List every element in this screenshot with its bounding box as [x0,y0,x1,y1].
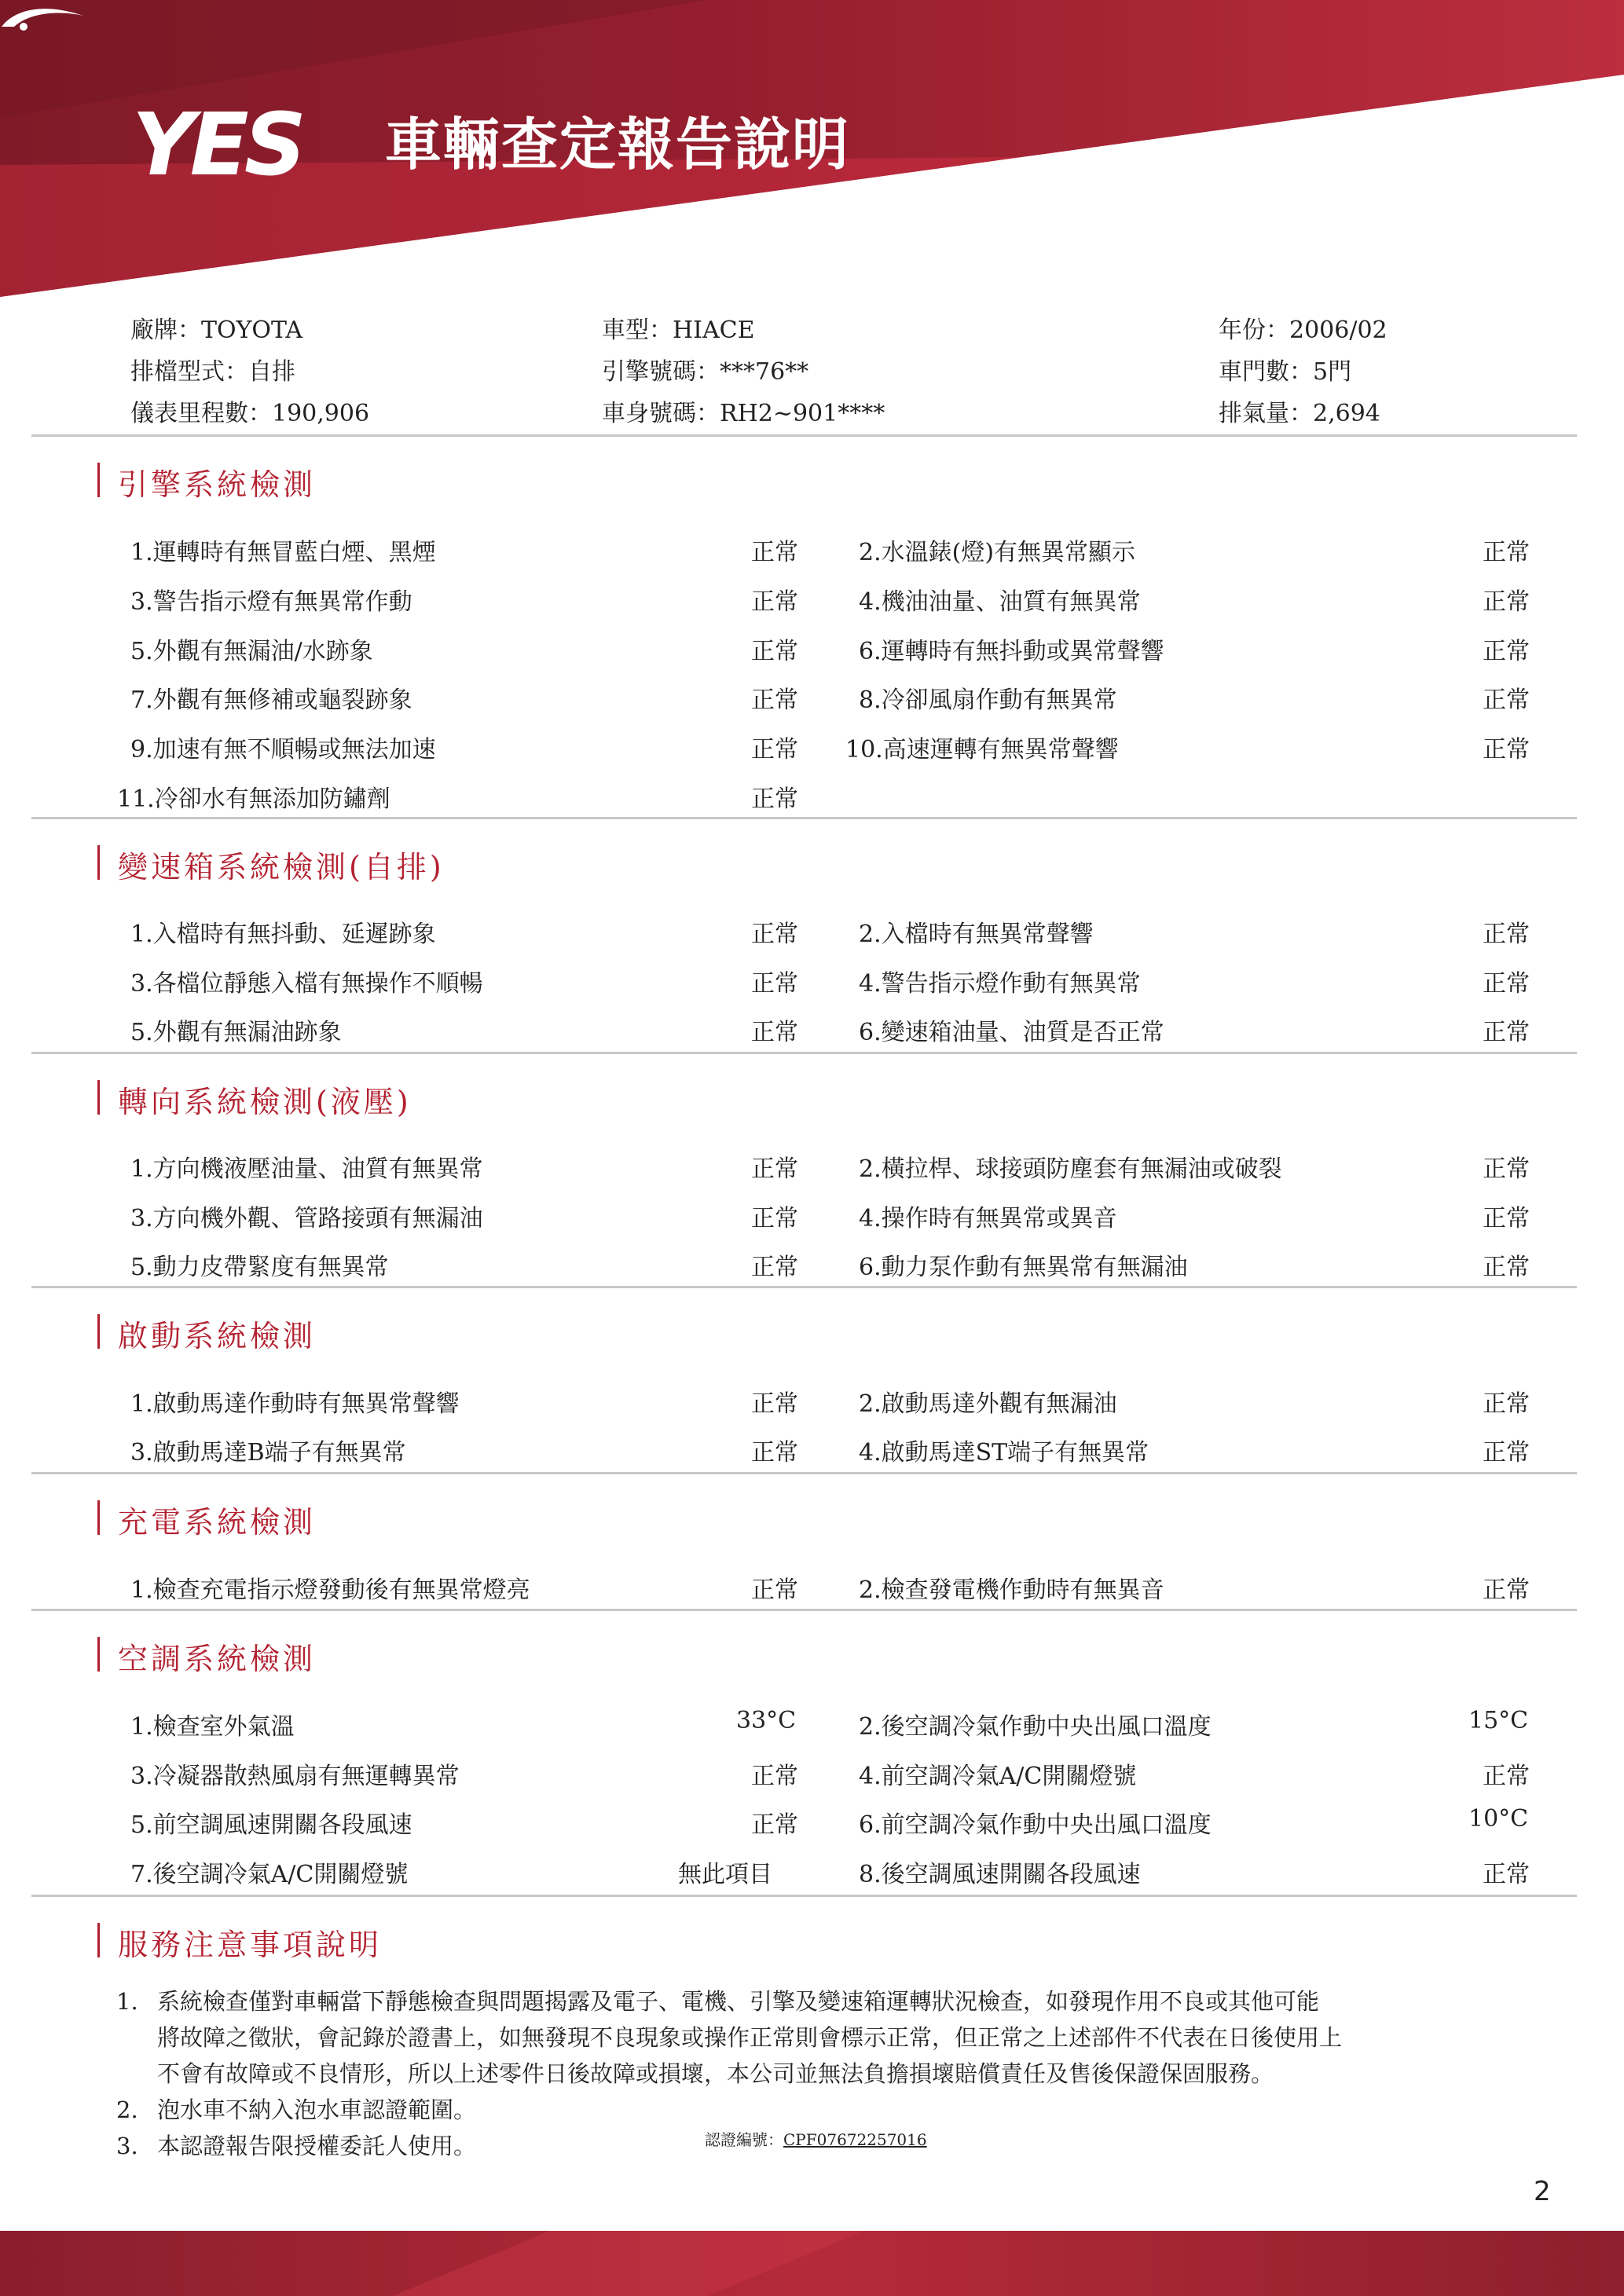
note-number: 2. [116,2096,138,2123]
section-marker [97,1080,100,1115]
vehicle-info [130,310,1584,435]
check-item-label: 8.冷卻風扇作動有無異常 [859,687,1117,714]
check-item-value: 正常 [1483,1205,1530,1232]
section-title-transmission: 變速箱系統檢測(自排) [118,850,445,884]
engine-number: 引擎號碼：***76** [602,358,809,386]
check-item-value: 正常 [751,588,798,616]
check-item-label: 2.檢查發電機作動時有無異音 [859,1576,1164,1604]
note-number: 3. [116,2133,138,2159]
check-item-value: 正常 [1483,1763,1530,1790]
check-item-label: 1.啟動馬達作動時有無異常聲響 [130,1390,460,1418]
check-item-label: 2.後空調冷氣作動中央出風口溫度 [859,1713,1212,1741]
check-item-label: 10.高速運轉有無異常聲響 [845,736,1119,764]
divider [31,1472,1577,1474]
check-item-value: 正常 [1483,1439,1530,1467]
document-title: 車輛查定報告說明 [385,112,851,178]
door-count: 車門數：5門 [1219,358,1352,386]
brand: 廠牌：TOYOTA [130,317,303,344]
check-item-value: 正常 [1483,1254,1530,1281]
note-line: 系統檢查僅對車輛當下靜態檢查與問題揭露及電子、電機、引擎及變速箱運轉狀況檢查，如發現作用不良或其他可能 [157,1988,1320,2015]
check-item-label: 3.啟動馬達B端子有無異常 [130,1439,406,1467]
section-marker [97,1314,100,1349]
check-item-value: 10°C [1468,1805,1529,1833]
note-item [116,2092,1593,2128]
certificate-label: 認證編號： [705,2130,783,2149]
check-item-label: 4.操作時有無異常或異音 [859,1205,1117,1232]
section-title-air-conditioning: 空調系統檢測 [118,1642,317,1676]
check-item-label: 6.前空調冷氣作動中央出風口溫度 [859,1811,1212,1839]
check-item-value: 正常 [751,736,798,764]
check-item-value: 正常 [1483,687,1530,714]
check-item-value: 正常 [1483,1861,1530,1888]
check-item-label: 4.啟動馬達ST端子有無異常 [859,1439,1149,1467]
divider [31,1895,1577,1897]
page-number: 2 [1534,2176,1551,2207]
check-item-label: 7.後空調冷氣A/C開關燈號 [130,1861,409,1888]
header-banner [0,0,1624,298]
info-row [130,394,1584,435]
check-item-label: 3.各檔位靜態入檔有無操作不順暢 [130,970,483,998]
check-item-label: 3.冷凝器散熱風扇有無運轉異常 [130,1763,460,1790]
check-item-label: 1.入檔時有無抖動、延遲跡象 [130,921,436,948]
check-item-value: 正常 [1483,970,1530,998]
check-item-label: 6.動力泵作動有無異常有無漏油 [859,1254,1188,1281]
transmission-type: 排檔型式：自排 [130,358,295,386]
check-item-value: 正常 [751,638,798,665]
yes-logo: YES [132,94,302,195]
check-item-label: 2.入檔時有無異常聲響 [859,921,1094,948]
section-title-steering: 轉向系統檢測(液壓) [118,1085,412,1119]
model: 車型：HIACE [602,317,755,344]
check-item-label: 2.啟動馬達外觀有無漏油 [859,1390,1117,1418]
check-item-value: 33°C [736,1707,797,1734]
check-item-value: 正常 [751,1763,798,1790]
check-item-value: 正常 [751,1019,798,1046]
info-row [130,352,1584,394]
certificate-value: CPF07672257016 [783,2130,927,2149]
check-item-value: 正常 [1483,1390,1530,1418]
section-marker [97,1923,100,1957]
check-item-value: 正常 [751,1205,798,1232]
check-item-value: 正常 [751,1811,798,1839]
check-item-label: 5.前空調風速開關各段風速 [130,1811,412,1839]
section-marker [97,463,100,497]
check-item-label: 9.加速有無不順暢或無法加速 [130,736,436,764]
section-marker [97,1637,100,1672]
check-item-value: 正常 [1483,921,1530,948]
note-line: 泡水車不納入泡水車認證範圍。 [157,2096,477,2123]
check-item-value: 正常 [751,1254,798,1281]
vin: 車身號碼：RH2~901**** [602,400,885,427]
check-item-label: 7.外觀有無修補或龜裂跡象 [130,687,412,714]
divider [31,434,1577,437]
check-item-label: 6.變速箱油量、油質是否正常 [859,1019,1164,1046]
check-item-label: 8.後空調風速開關各段風速 [859,1861,1141,1888]
check-item-value: 正常 [751,1155,798,1183]
divider [31,1052,1577,1054]
check-item-label: 3.警告指示燈有無異常作動 [130,588,412,616]
section-marker [97,1500,100,1535]
check-item-value: 正常 [1483,1019,1530,1046]
check-item-value: 15°C [1468,1707,1529,1734]
check-item-label: 11.冷卻水有無添加防鏽劑 [117,785,390,813]
check-item-label: 2.水溫錶(燈)有無異常顯示 [859,539,1136,566]
check-item-value: 正常 [751,1390,798,1418]
info-row [130,310,1584,352]
check-item-label: 4.機油油量、油質有無異常 [859,588,1141,616]
check-item-label: 1.方向機液壓油量、油質有無異常 [130,1155,483,1183]
note-line: 將故障之徵狀，會記錄於證書上，如無發現不良現象或操作正常則會標示正常，但正常之上述部件不代表在日後使用上 [157,2024,1343,2051]
section-title-service-notes: 服務注意事項說明 [118,1928,383,1962]
check-item-label: 1.檢查室外氣溫 [130,1713,295,1741]
check-item-value: 正常 [1483,1155,1530,1183]
mileage: 儀表里程數：190,906 [130,400,370,427]
check-item-value: 正常 [1483,736,1530,764]
check-item-value: 正常 [1483,539,1530,566]
displacement: 排氣量：2,694 [1219,400,1380,427]
car-logo-icon [0,0,86,31]
section-title-starter: 啟動系統檢測 [118,1319,317,1353]
check-item-label: 4.警告指示燈作動有無異常 [859,970,1141,998]
certificate-number [705,2127,927,2150]
check-item-value: 正常 [1483,638,1530,665]
note-item [116,1983,1593,2092]
check-item-value: 正常 [751,1576,798,1604]
check-item-value: 正常 [751,970,798,998]
check-item-label: 3.方向機外觀、管路接頭有無漏油 [130,1205,483,1232]
note-line: 本認證報告限授權委託人使用。 [157,2133,477,2159]
check-item-value: 正常 [751,785,798,813]
check-item-label: 5.動力皮帶緊度有無異常 [130,1254,389,1281]
note-number: 1. [116,1988,138,2015]
check-item-label: 1.運轉時有無冒藍白煙、黑煙 [130,539,436,566]
check-item-label: 5.外觀有無漏油跡象 [130,1019,342,1046]
footer-stripe [0,2231,1624,2296]
check-item-value: 正常 [751,687,798,714]
divider [31,1286,1577,1288]
check-item-label: 4.前空調冷氣A/C開關燈號 [859,1763,1137,1790]
check-item-label: 1.檢查充電指示燈發動後有無異常燈亮 [130,1576,530,1604]
year: 年份：2006/02 [1219,317,1388,344]
note-line: 不會有故障或不良情形，所以上述零件日後故障或損壞，本公司並無法負擔損壞賠償責任及售後保證保固服務。 [157,2060,1274,2087]
check-item-value: 無此項目 [678,1861,772,1888]
check-item-value: 正常 [751,539,798,566]
check-item-label: 2.橫拉桿、球接頭防塵套有無漏油或破裂 [859,1155,1282,1183]
check-item-value: 正常 [751,1439,798,1467]
check-item-label: 6.運轉時有無抖動或異常聲響 [859,638,1164,665]
check-item-value: 正常 [1483,1576,1530,1604]
divider [31,1609,1577,1611]
section-marker [97,845,100,880]
section-title-engine: 引擎系統檢測 [118,467,317,502]
check-item-label: 5.外觀有無漏油/水跡象 [130,638,373,665]
section-title-charging: 充電系統檢測 [118,1505,317,1540]
check-item-value: 正常 [751,921,798,948]
check-item-value: 正常 [1483,588,1530,616]
divider [31,817,1577,819]
